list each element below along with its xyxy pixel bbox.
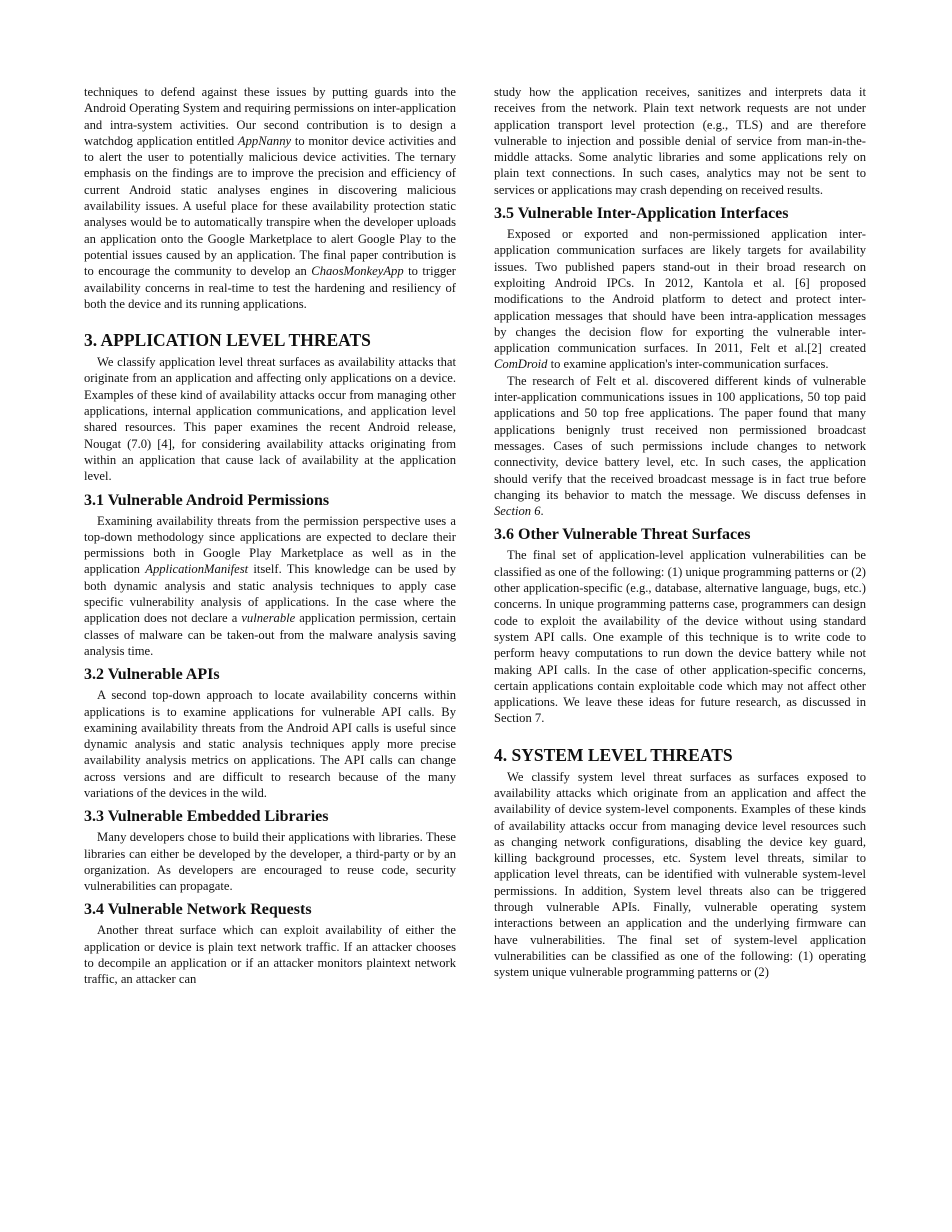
section-3-heading: 3. APPLICATION LEVEL THREATS [84,330,371,351]
section-3-4-heading: 3.4 Vulnerable Network Requests [84,901,312,919]
section-3-5-heading: 3.5 Vulnerable Inter-Application Interfaces [494,205,789,223]
section-3-6-paragraph: The final set of application-level application vulnerabilities can be classified as one of the following: (1) unique programming patterns or (2) other application-specific (e.g., database, alternative language, bugs, etc.) concerns. In unique programming patterns case, programmers can design code to exploit the availability of the device without using standard system API calls. One example of this technique is to write code to perform heavy computations to run down the device battery while not making API calls. In the case of other application-specific concerns, certain applications contain exploitable code which may not affect other applications. We leave these ideas for future research, as discussed in Section 7. [494,548,866,726]
left-column [84,84,456,988]
app-name: AppNanny [237,133,292,148]
section-3-2-paragraph: A second top-down approach to locate availability concerns within applications is to examine applications for vulnerable API calls. By examining availability threats from the Android API calls is useful since dynamic analysis and static analysis techniques apply more precise availability analysis metrics on applications. The API calls can change across versions and are difficult to research because of the many variations of the devices in the wild. [84,688,456,800]
section-3-6-heading: 3.6 Other Vulnerable Threat Surfaces [494,526,751,544]
section-3-1-heading: 3.1 Vulnerable Android Permissions [84,491,330,509]
section-3-2-heading: 3.2 Vulnerable APIs [84,666,220,684]
comdroid-term: ComDroid [494,357,548,372]
section-3-5-paragraph-1: Exposed or exported and non-permissioned application inter-application communication surfaces are likely targets for availability issues. Two published papers stand-out in their broad research on exploiting Android IPCs. In 2012, Kantola et al. [6] proposed modifications to the Android platform to detect and protect inter-application messages that should have been intra-application messages by changes the decision flow for exporting the vulnerable inter-application communication surfaces. In 2011, Felt et al.[2] created ComDroid to examine application's inter-communication surfaces. [494,227,866,372]
chaos-monkey-name: ChaosMonkeyApp [311,264,404,279]
right-column [494,84,866,981]
section-3-4-paragraph: Another threat surface which can exploit availability of either the application or device is plain text network traffic. If an attacker chooses to decompile an application or if an attacker monitors plaintext network traffic, an attacker can [84,923,456,987]
vulnerable-term: vulnerable [241,611,296,626]
manifest-term: ApplicationManifest [145,562,249,577]
section-6-reference: Section 6 [494,504,541,519]
section-4-heading: 4. SYSTEM LEVEL THREATS [494,744,733,765]
section-3-3-heading: 3.3 Vulnerable Embedded Libraries [84,808,329,826]
intro-paragraph: techniques to defend against these issues by putting guards into the Android Operating System and requiring permissions on inter-application and intra-system activities. Our second contribution is to design a watchdog application entitled AppNanny to monitor device activities and to alert the user to potentially malicious device activities. The ternary emphasis on the findings are to improve the precision and efficiency of current Android static analyses engines in discovering malicious availability issues. A useful place for these availability protection static analyses would be to automatically transpire when the developer uploads an application onto the Google Marketplace to alert Google Play to the potential issues caused by an application. The final paper contribution is to encourage the community to develop an ChaosMonkeyApp to trigger availability concerns in real-time to test the hardening and resiliency of both the device and its running applications. [84,85,456,311]
section-3-5-paragraph-2: The research of Felt et al. discovered different kinds of vulnerable inter-application communications issues in 100 applications, 50 top paid applications and 50 top free applications. The paper found that many applications benignly trust received non permissioned broadcast messages. Cases of such permissions include changes to network connectivity, device battery level, etc. In such cases, the application should verify that the received broadcast message is in fact true before changing its behavior to match the message. We discuss defenses in Section 6. [494,373,866,519]
section-3-1-paragraph: Examining availability threats from the permission perspective uses a top-down methodology since applications are expected to declare their permissions both in Google Play Marketplace as well as in the application ApplicationManifest itself. This knowledge can be used by both dynamic analysis and static analysis techniques to apply case specific vulnerability analysis of applications. In the case where the application does not declare a vulnerable application permission, certain classes of malware can be taken-out from the malware analysis saving analysis time. [84,513,456,658]
continuation-paragraph: study how the application receives, sanitizes and interprets data it receives from the network. Plain text network requests are not under application transport level protection (e.g., TLS) and are therefore vulnerable to injection and possible denial of service from man-in-the-middle attacks. Some analytic libraries and some applications rely on plain text connections. In such cases, analytics may not be sent to services or applications may crash depending on received results. [494,85,866,197]
section-3-3-paragraph: Many developers chose to build their applications with libraries. These libraries can either be developed by the developer, a third-party or by an organization. As developers are encouraged to reuse code, security vulnerabilities can propagate. [84,830,456,894]
section-3-paragraph: We classify application level threat surfaces as availability attacks that originate from an application and affecting only applications on a device. Examples of these kind of availability attacks occur from managing other applications, internal application communications, and application level shared resources. This paper examines the recent Android release, Nougat (7.0) [4], for considering availability attacks originating from within an application that cause lack of availability at the application level. [84,355,456,484]
section-4-paragraph: We classify system level threat surfaces as surfaces exposed to availability attacks which originate from an application and affect the availability of device system-level components. Examples of these kinds of availability attacks occur from managing device level resources such as changing network configurations, disabling the device key guard, killing background processes, etc. System level threats, similar to application level threats, can be identified with vulnerable system-level permissions. In addition, System level threats also can be triggered through vulnerable APIs. Finally, vulnerable operating system interactions between an application and the underlying firmware can have vulnerabilities. The final set of system-level application vulnerabilities can be classified as one of the following: (1) operating system unique vulnerable programming patterns or (2) [494,769,866,980]
